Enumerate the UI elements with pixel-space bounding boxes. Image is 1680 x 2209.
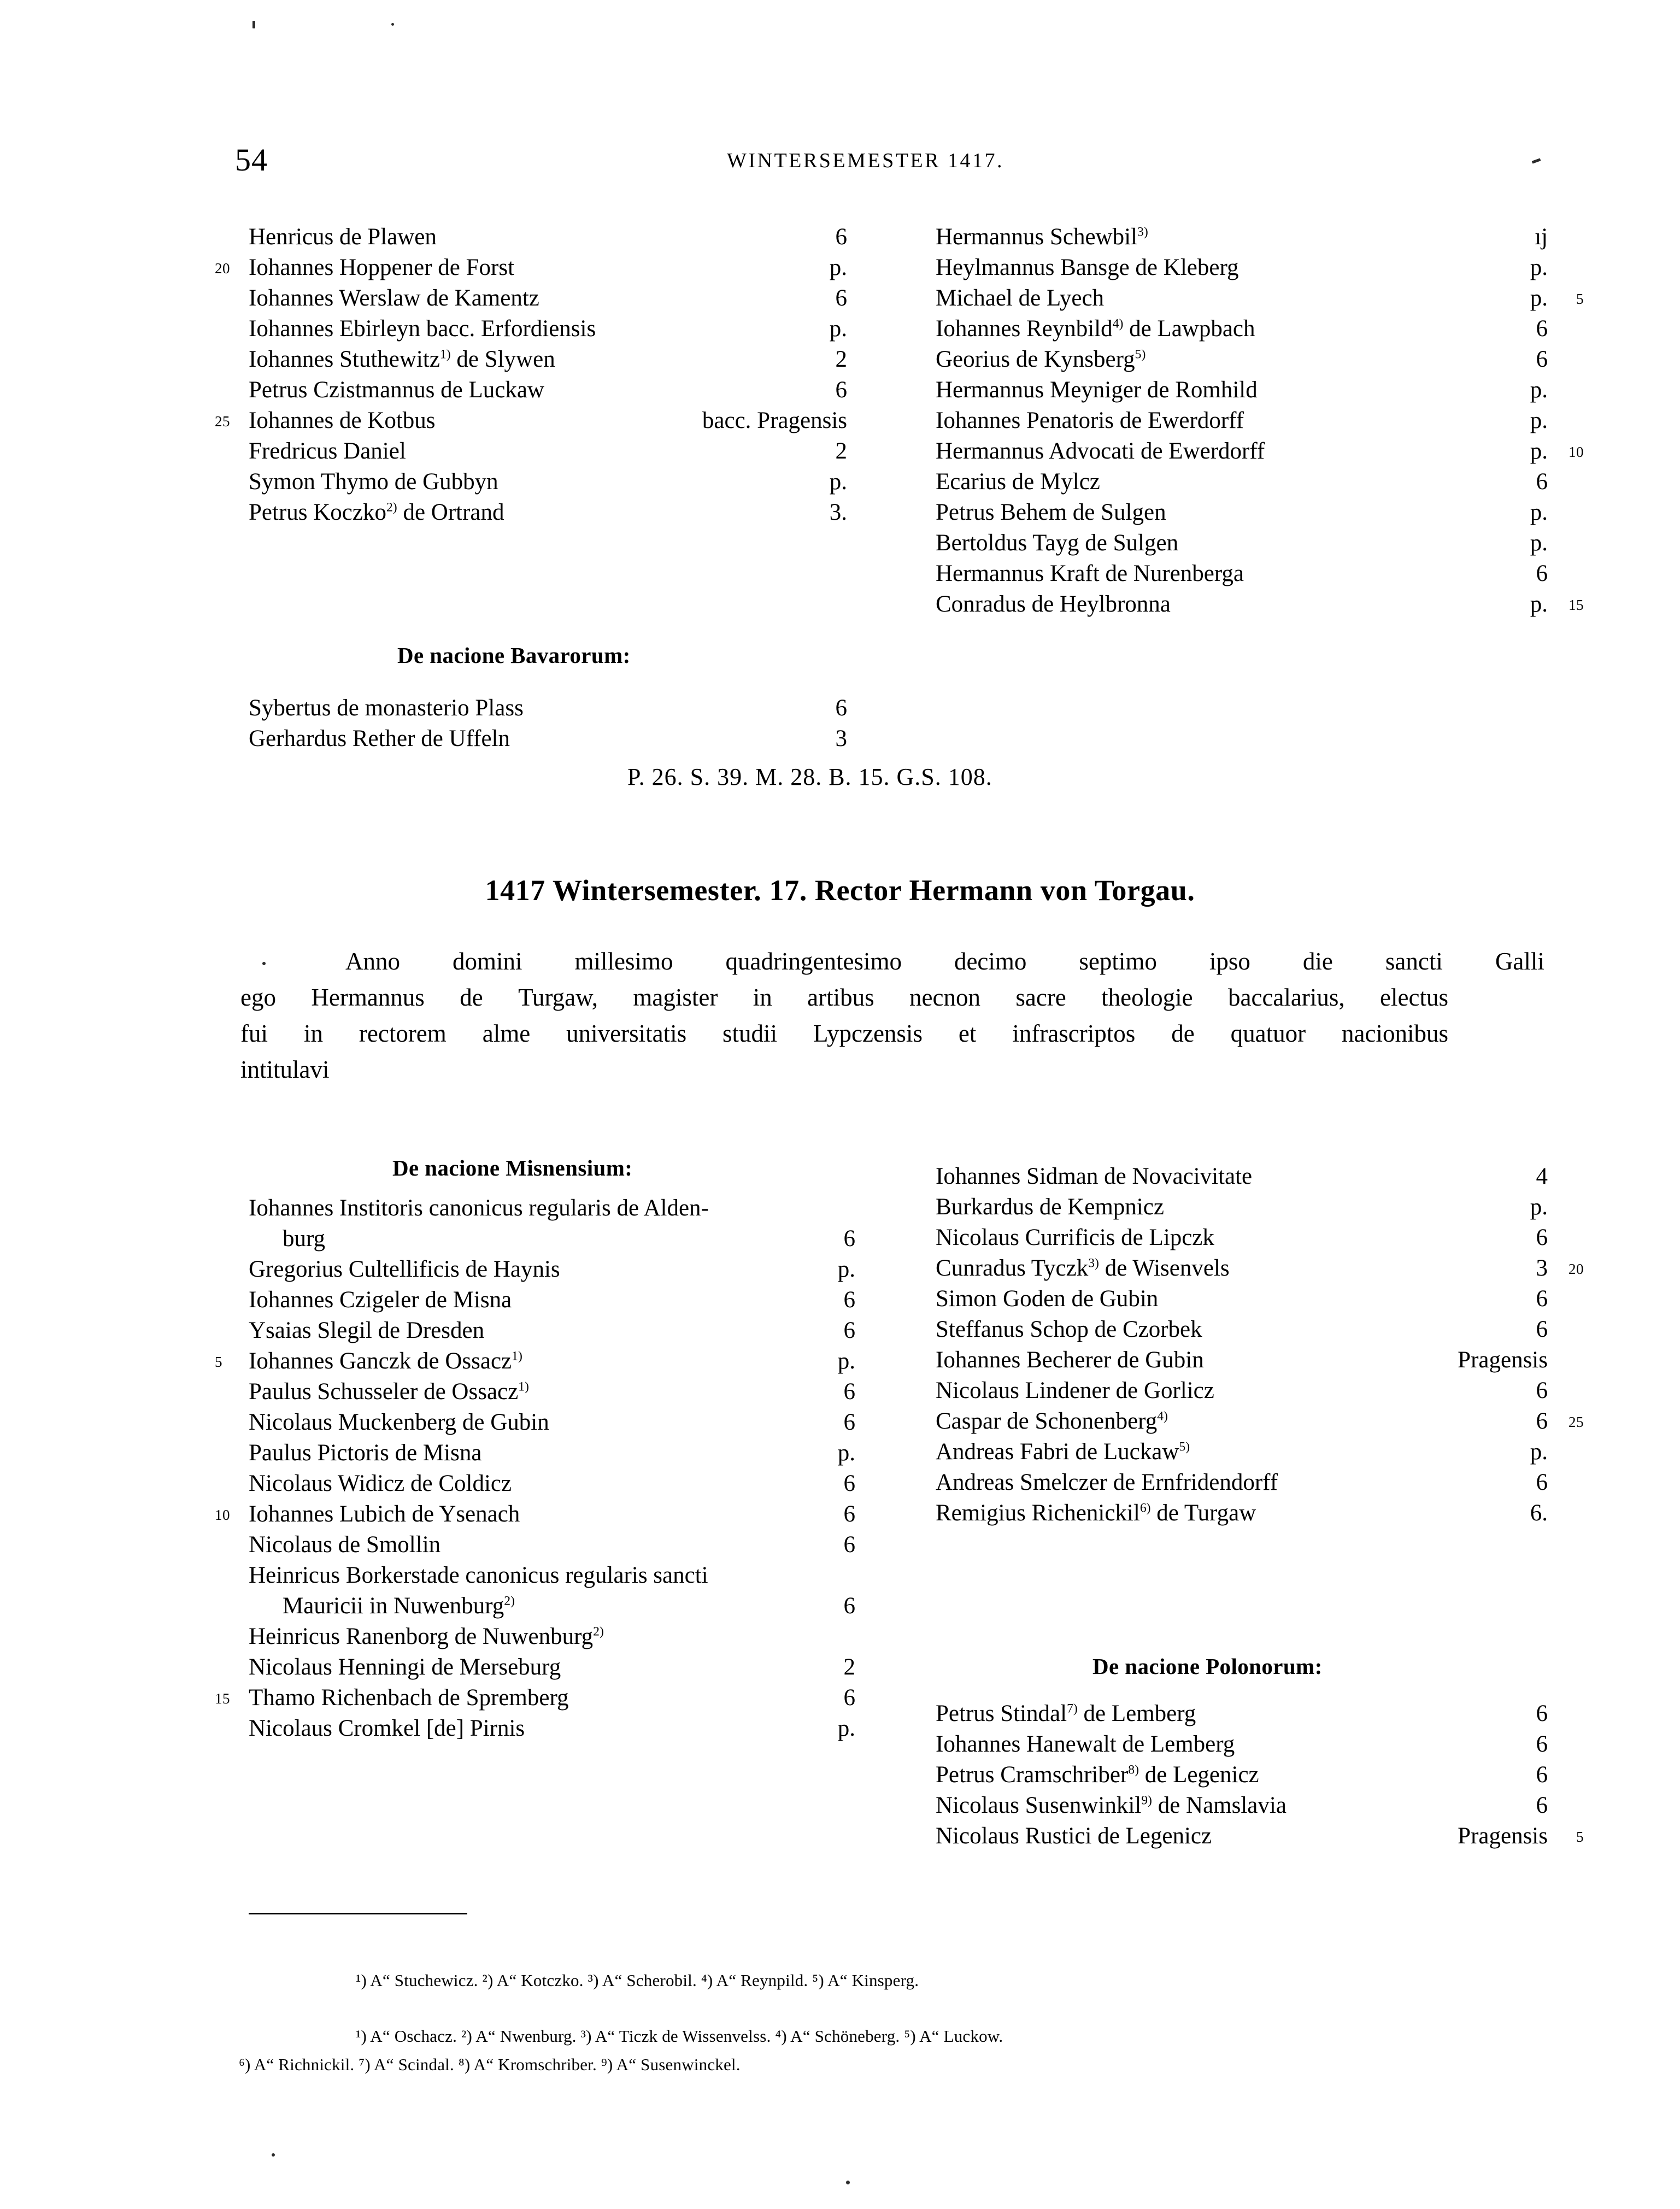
matriculant-name: Nicolaus Cromkel [de] Pirnis (249, 1716, 525, 1741)
top-register-left-column (215, 222, 847, 528)
matriculant-name: Hermannus Schewbil$^{3)}$ (936, 224, 1148, 250)
line-number: 5 (1576, 1829, 1584, 1845)
matriculant-fee: 6 (843, 1532, 855, 1558)
matriculant-fee: p. (829, 316, 847, 342)
register-row (249, 344, 847, 375)
matriculant-name: Gregorius Cultellificis de Haynis (249, 1256, 560, 1282)
matriculant-name: Michael de Lyech (936, 285, 1105, 311)
register-row (936, 314, 1548, 344)
line-number: 5 (215, 1354, 222, 1370)
matriculant-fee: p. (829, 255, 847, 280)
register-row (936, 589, 1584, 620)
register-row (249, 1193, 855, 1224)
matriculant-name: Iohannes Becherer de Gubin (936, 1347, 1204, 1373)
paragraph-line (240, 943, 1544, 979)
matriculant-name: Iohannes Reynbild$^{4)}$ de Lawpbach (936, 316, 1255, 342)
top-register-right-column (936, 222, 1584, 620)
register-row (249, 467, 847, 497)
register-row (249, 1438, 855, 1468)
register-row (249, 283, 847, 314)
matriculant-name: Nicolaus Muckenberg de Gubin (249, 1409, 549, 1435)
register-row (249, 1407, 855, 1438)
register-row (936, 1314, 1548, 1345)
caption-de-nacione-bavarorum: De nacione Bavarorum: (397, 643, 631, 668)
matriculant-fee: p. (1530, 500, 1548, 525)
matriculant-name: Iohannes Ganczk de Ossacz$^{1)}$ (249, 1348, 522, 1374)
matriculant-name: Bertoldus Tayg de Sulgen (936, 530, 1179, 556)
matriculant-name: Nicolaus de Smollin (249, 1532, 441, 1558)
paragraph-word: Anno (345, 948, 400, 975)
paragraph-word: quatuor (1230, 1020, 1306, 1047)
register-row (936, 559, 1548, 589)
matriculant-fee: 4 (1536, 1164, 1548, 1189)
register-row (249, 1224, 855, 1254)
register-row (215, 406, 847, 436)
matriculant-fee: 6 (1536, 561, 1548, 586)
running-head-title: WINTERSEMESTER 1417. (727, 149, 1004, 172)
matriculant-name: Symon Thymo de Gubbyn (249, 469, 498, 495)
matriculant-name: Iohannes Stuthewitz$^{1)}$ de Slywen (249, 346, 555, 372)
matriculant-name: Cunradus Tyczk$^{3)}$ de Wisenvels (936, 1255, 1230, 1281)
matriculant-fee: p. (1530, 591, 1548, 617)
line-number: 20 (1569, 1261, 1584, 1277)
matriculant-fee: p. (1530, 1194, 1548, 1220)
matriculant-name: Iohannes Werslaw de Kamentz (249, 285, 539, 311)
register-row (249, 1591, 855, 1622)
matriculant-fee: 6 (843, 1501, 855, 1527)
paragraph-word: septimo (1079, 948, 1157, 975)
matriculant-fee: p. (1530, 408, 1548, 433)
paragraph-word: rectorem (359, 1020, 447, 1047)
paragraph-word: et (958, 1020, 977, 1047)
register-row (936, 406, 1548, 436)
matriculant-name: Nicolaus Susenwinkil$^{9)}$ de Namslavia (936, 1793, 1287, 1818)
register-row (249, 497, 847, 528)
register-row (215, 1346, 855, 1377)
register-row (249, 1622, 855, 1652)
matriculant-name: Sybertus de monasterio Plass (249, 695, 524, 721)
rector-heading: 1417 Wintersemester. 17. Rector Hermann von Torgau. (485, 874, 1195, 907)
paragraph-word: die (1302, 948, 1333, 975)
matriculant-fee: 6 (1536, 469, 1548, 495)
register-row (936, 1699, 1548, 1729)
matriculant-fee: p. (837, 1348, 855, 1374)
matriculant-name: Nicolaus Lindener de Gorlicz (936, 1378, 1214, 1403)
matriculant-fee: 6 (1536, 1317, 1548, 1342)
scan-speck (846, 2181, 850, 2184)
indent-spacer (240, 943, 293, 979)
misnensium-right-register (936, 1161, 1584, 1529)
paragraph-word: magister (633, 984, 718, 1011)
matriculant-name: Iohannes Hoppener de Forst (249, 255, 515, 280)
matriculant-name: Petrus Cramschriber$^{8)}$ de Legenicz (936, 1762, 1259, 1788)
paragraph-word: ipso (1209, 948, 1250, 975)
matriculant-name: Nicolaus Currificis de Lipczk (936, 1225, 1214, 1250)
matriculant-fee: 6 (835, 695, 847, 721)
paragraph-word: quadringentesimo (725, 948, 902, 975)
matriculant-name: Andreas Fabri de Luckaw$^{5)}$ (936, 1439, 1190, 1465)
register-row (936, 1406, 1584, 1437)
matriculant-fee: 6 (1536, 1225, 1548, 1250)
matriculant-fee: 6 (1536, 1793, 1548, 1818)
register-row (249, 1285, 855, 1315)
matriculant-name: Andreas Smelczer de Ernfridendorff (936, 1470, 1278, 1495)
matriculant-fee: 6 (843, 1409, 855, 1435)
matriculant-fee: p. (829, 469, 847, 495)
footnote-row-1: ¹) A“ Stuchewicz. ²) A“ Kotczko. ³) A“ Scherobil. ⁴) A“ Reynpild. ⁵) A“ Kinsperg. (356, 1971, 919, 1990)
scan-speck (272, 2153, 275, 2157)
scan-speck (252, 21, 255, 28)
paragraph-word: de (1171, 1020, 1195, 1047)
matriculant-fee: 3 (835, 726, 847, 751)
matriculant-fee: 6 (843, 1685, 855, 1711)
register-row (936, 1437, 1548, 1467)
register-row (215, 1683, 855, 1713)
register-row (249, 1560, 855, 1591)
register-row (936, 436, 1584, 467)
paragraph-word: in (753, 984, 772, 1011)
matriculant-fee: 6 (1536, 316, 1548, 342)
register-row (936, 1376, 1548, 1406)
register-row (936, 1223, 1548, 1253)
matriculant-name: Simon Goden de Gubin (936, 1286, 1159, 1312)
paragraph-word: Hermannus (311, 984, 425, 1011)
footnote-row-2: ¹) A“ Oschacz. ²) A“ Nwenburg. ³) A“ Ticzk de Wissenvelss. ⁴) A“ Schöneberg. ⁵) A“ Luckow. (356, 2026, 1003, 2046)
paragraph-word: infrascriptos (1012, 1020, 1136, 1047)
footnote-row-3: ⁶) A“ Richnickil. ⁷) A“ Scindal. ⁸) A“ Kromschriber. ⁹) A“ Susenwinckel. (239, 2055, 741, 2074)
paragraph-word: studii (722, 1020, 778, 1047)
register-row (936, 1284, 1548, 1314)
register-row (936, 1253, 1584, 1284)
matriculant-fee: 6 (843, 1593, 855, 1619)
register-row (936, 375, 1548, 406)
matriculant-fee: 6 (835, 224, 847, 250)
matriculant-name: burg (283, 1226, 326, 1252)
paragraph-word: millesimo (574, 948, 673, 975)
matriculant-fee: 6 (843, 1226, 855, 1252)
register-row (936, 252, 1548, 283)
matriculant-fee: 6 (1536, 1731, 1548, 1757)
paragraph-word: decimo (954, 948, 1027, 975)
page-number: 54 (235, 142, 268, 178)
register-row (936, 1760, 1548, 1790)
register-row (936, 1192, 1548, 1223)
paragraph-word: ego (240, 984, 276, 1011)
matriculant-name: Conradus de Heylbronna (936, 591, 1171, 617)
line-number: 15 (1569, 597, 1584, 613)
matriculant-name: Henricus de Plawen (249, 224, 437, 250)
matriculant-fee: 2 (835, 346, 847, 372)
matriculant-name: Georius de Kynsberg$^{5)}$ (936, 346, 1146, 372)
matriculant-name: Caspar de Schonenberg$^{4)}$ (936, 1408, 1168, 1434)
line-number: 20 (215, 260, 230, 277)
matriculant-fee: 6 (1536, 346, 1548, 372)
register-row (215, 1499, 855, 1530)
register-row (249, 375, 847, 406)
paragraph-word: necnon (909, 984, 980, 1011)
polonorum-register (936, 1699, 1584, 1852)
register-row (936, 344, 1548, 375)
paragraph-word: theologie (1101, 984, 1193, 1011)
tally-line: P. 26. S. 39. M. 28. B. 15. G.S. 108. (627, 763, 992, 790)
matriculant-name: Gerhardus Rether de Uffeln (249, 726, 510, 751)
paragraph-word: universitatis (566, 1020, 687, 1047)
matriculant-name: Fredricus Daniel (249, 438, 406, 464)
matriculant-name: Iohannes Sidman de Novacivitate (936, 1164, 1253, 1189)
scan-speck (391, 23, 394, 26)
matriculant-name: Heylmannus Bansge de Kleberg (936, 255, 1239, 280)
matriculant-name: Paulus Schusseler de Ossacz$^{1)}$ (249, 1379, 529, 1405)
matriculant-name: Hermannus Advocati de Ewerdorff (936, 438, 1265, 464)
matriculant-fee: p. (1530, 438, 1548, 464)
matriculant-name: Heinricus Ranenborg de Nuwenburg$^{2)}$ (249, 1624, 604, 1649)
matriculant-name: Remigius Richenickil$^{6)}$ de Turgaw (936, 1500, 1256, 1526)
matriculant-name: Thamo Richenbach de Spremberg (249, 1685, 569, 1711)
matriculant-name: Iohannes Ebirleyn bacc. Erfordiensis (249, 316, 596, 342)
register-row (936, 1345, 1548, 1376)
matriculant-fee: 6 (843, 1379, 855, 1405)
paragraph-word: de (460, 984, 483, 1011)
paragraph-word: Lypczensis (813, 1020, 923, 1047)
register-row (936, 1161, 1548, 1192)
matriculant-name: Hermannus Meyniger de Romhild (936, 377, 1258, 403)
register-row (249, 1468, 855, 1499)
paragraph-line: intitulavi (240, 1056, 330, 1083)
matriculant-fee: bacc. Pragensis (702, 408, 847, 433)
matriculant-name: Mauricii in Nuwenburg$^{2)}$ (283, 1593, 515, 1619)
matriculant-fee: ıj (1535, 224, 1548, 250)
paragraph-word: artibus (807, 984, 874, 1011)
line-number: 10 (1569, 444, 1584, 460)
register-row (215, 252, 847, 283)
matriculant-fee: p. (837, 1716, 855, 1741)
matriculant-fee: p. (837, 1440, 855, 1466)
matriculant-name: Paulus Pictoris de Misna (249, 1440, 482, 1466)
register-row (249, 1377, 855, 1407)
line-number: 5 (1576, 291, 1584, 307)
line-number: 25 (1569, 1414, 1584, 1430)
register-row (249, 1713, 855, 1744)
paragraph-line (240, 979, 1448, 1015)
register-row (249, 436, 847, 467)
matriculant-fee: 6 (1536, 1762, 1548, 1788)
matriculant-name: Iohannes Lubich de Ysenach (249, 1501, 520, 1527)
register-row (936, 528, 1548, 559)
register-row (249, 1652, 855, 1683)
register-row (249, 1315, 855, 1346)
matriculant-fee: 3 (1536, 1255, 1548, 1281)
matriculant-name: Iohannes Penatoris de Ewerdorff (936, 408, 1244, 433)
matriculant-name: Hermannus Kraft de Nurenberga (936, 561, 1244, 586)
matriculant-fee: 6 (1536, 1470, 1548, 1495)
matriculant-name: Steffanus Schop de Czorbek (936, 1317, 1202, 1342)
paragraph-word: baccalarius, (1228, 984, 1345, 1011)
caption-de-nacione-polonorum: De nacione Polonorum: (1092, 1654, 1323, 1679)
matriculant-name: Nicolaus Henningi de Merseburg (249, 1654, 561, 1680)
register-row (936, 1821, 1584, 1852)
register-row (249, 314, 847, 344)
matriculant-fee: 6 (1536, 1701, 1548, 1726)
register-row (936, 467, 1548, 497)
matriculant-fee: p. (1530, 255, 1548, 280)
paragraph-word: in (303, 1020, 323, 1047)
matriculant-name: Petrus Stindal$^{7)}$ de Lemberg (936, 1701, 1196, 1726)
register-row (249, 1530, 855, 1560)
matriculant-fee: 6 (835, 377, 847, 403)
matriculant-name: Nicolaus Widicz de Coldicz (249, 1471, 512, 1496)
matriculant-fee: 6 (1536, 1378, 1548, 1403)
rector-paragraph (240, 943, 1544, 1088)
register-row (249, 222, 847, 252)
paragraph-word: nacionibus (1342, 1020, 1448, 1047)
line-number: 25 (215, 413, 230, 430)
matriculant-fee: 6 (843, 1318, 855, 1343)
matriculant-name: Burkardus de Kempnicz (936, 1194, 1164, 1220)
paragraph-word: sancti (1385, 948, 1443, 975)
matriculant-fee: 6 (1536, 1286, 1548, 1312)
matriculant-fee: 6 (843, 1471, 855, 1496)
matriculant-fee: p. (1530, 1439, 1548, 1465)
misnensium-left-register (215, 1193, 855, 1744)
matriculant-name: Iohannes Hanewalt de Lemberg (936, 1731, 1235, 1757)
matriculant-fee: 6 (843, 1287, 855, 1313)
matriculant-fee: 6. (1530, 1500, 1548, 1526)
register-row (936, 1729, 1548, 1760)
matriculant-name: Heinricus Borkerstade canonicus regularis sancti (249, 1562, 708, 1588)
matriculant-fee: p. (1530, 285, 1548, 311)
matriculant-name: Petrus Czistmannus de Luckaw (249, 377, 544, 403)
matriculant-name: Petrus Behem de Sulgen (936, 500, 1166, 525)
matriculant-fee: 2 (843, 1654, 855, 1680)
paragraph-word: sacre (1015, 984, 1066, 1011)
matriculant-name: Iohannes de Kotbus (249, 408, 436, 433)
matriculant-fee: 6 (1536, 1408, 1548, 1434)
running-head (235, 141, 1448, 179)
register-row (249, 724, 847, 754)
register-row (936, 497, 1548, 528)
matriculant-fee: Pragensis (1458, 1347, 1548, 1373)
register-row (936, 1467, 1548, 1498)
matriculant-name: Iohannes Institoris canonicus regularis de Alden- (249, 1195, 709, 1221)
line-number: 15 (215, 1690, 230, 1707)
register-row (936, 283, 1584, 314)
paragraph-word: Galli (1495, 948, 1544, 975)
matriculant-name: Ysaias Slegil de Dresden (249, 1318, 485, 1343)
register-row (249, 693, 847, 724)
paragraph-word: Turgaw, (518, 984, 598, 1011)
matriculant-fee: 3. (829, 500, 847, 525)
register-row (936, 1790, 1548, 1821)
matriculant-fee: p. (1530, 377, 1548, 403)
paragraph-word: alme (482, 1020, 531, 1047)
line-number: 10 (215, 1507, 230, 1523)
matriculant-fee: p. (837, 1256, 855, 1282)
matriculant-name: Nicolaus Rustici de Legenicz (936, 1823, 1212, 1849)
register-row (249, 1254, 855, 1285)
matriculant-fee: 2 (835, 438, 847, 464)
paragraph-word: domini (453, 948, 522, 975)
paragraph-word: fui (240, 1020, 268, 1047)
register-row (936, 222, 1548, 252)
register-row (936, 1498, 1548, 1529)
matriculant-fee: 6 (835, 285, 847, 311)
paragraph-line (240, 1015, 1448, 1051)
matriculant-name: Ecarius de Mylcz (936, 469, 1100, 495)
matriculant-name: Iohannes Czigeler de Misna (249, 1287, 512, 1313)
caption-de-nacione-misnensium: De nacione Misnensium: (392, 1155, 633, 1180)
paragraph-word: electus (1380, 984, 1448, 1011)
matriculant-fee: p. (1530, 530, 1548, 556)
matriculant-name: Petrus Koczko$^{2)}$ de Ortrand (249, 500, 504, 525)
scan-speck (1532, 158, 1541, 163)
footnote-rule (249, 1913, 467, 1914)
bavarorum-register (249, 693, 847, 754)
matriculant-fee: Pragensis (1458, 1823, 1548, 1849)
